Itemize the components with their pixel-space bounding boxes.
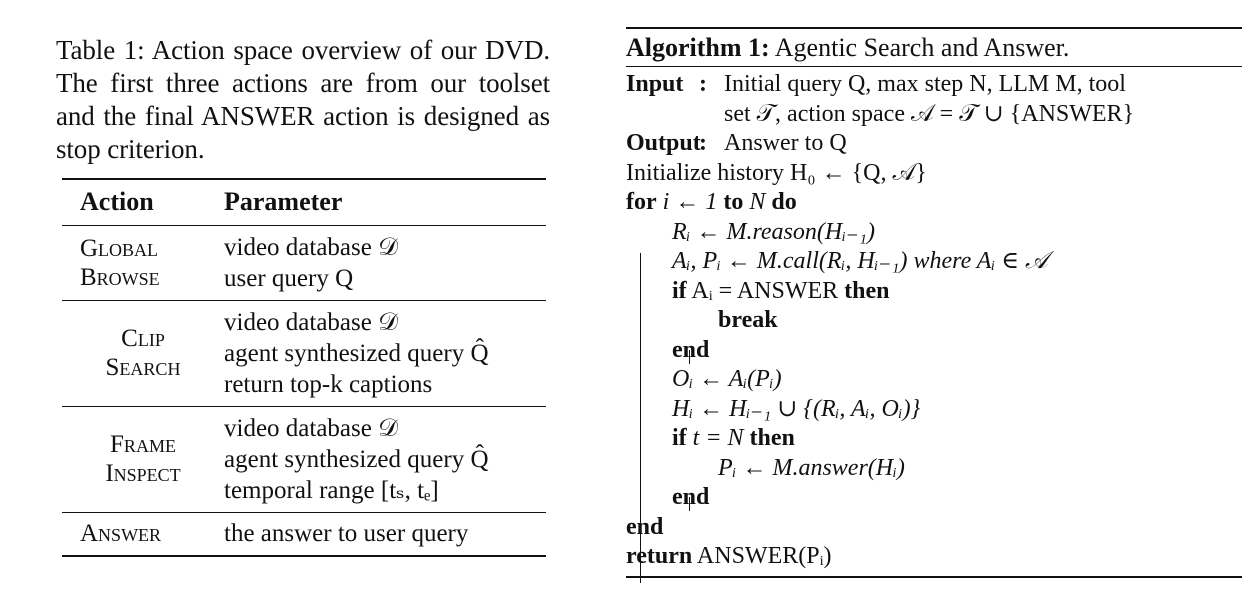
parameter-cell (206, 406, 546, 512)
algorithm-title-label: Algorithm 1: (626, 33, 770, 62)
return-line (626, 542, 1242, 572)
break-line: break (718, 307, 778, 333)
action-name-line1: Answer (80, 520, 162, 548)
input-line-2: set 𝒯, action space 𝒜 = 𝒯 ∪ {ANSWER} (724, 100, 1135, 127)
param-line: return top-k captions (224, 370, 433, 398)
param-line: agent synthesized query Q̂ (224, 445, 489, 473)
param-line: temporal range [tₛ, tₑ] (224, 476, 439, 504)
action-cell (62, 300, 206, 406)
input-text-1: Initial query Q, max step N, LLM M, tool (724, 71, 1126, 97)
action-name-line2: Search (105, 354, 181, 381)
if-answer-condition: Aᵢ = ANSWER (691, 277, 839, 304)
to-keyword: to (723, 189, 744, 215)
if-step-line (626, 424, 1242, 454)
action-cell (62, 406, 206, 512)
end-if2-line: end (672, 484, 710, 510)
return-keyword: return (626, 543, 693, 569)
if-answer-line (626, 277, 1242, 307)
answer-line: Pᵢ ← M.answer(Hᵢ) (718, 454, 905, 481)
action-name-line2: Inspect (105, 460, 181, 487)
algorithm-body (626, 67, 1242, 578)
for-keyword: for (626, 189, 657, 215)
action-name-line1: Clip (121, 325, 165, 352)
param-line: video database 𝒟 (224, 308, 399, 336)
input-line (626, 70, 1242, 100)
param-line: video database 𝒟 (224, 414, 399, 442)
do-keyword: do (771, 189, 797, 215)
observe-line: Oᵢ ← Aᵢ(Pᵢ) (672, 366, 782, 392)
action-cell (62, 225, 206, 300)
for-end: N (749, 189, 766, 215)
param-line: agent synthesized query Q̂ (224, 339, 489, 367)
algorithm-block (626, 27, 1242, 578)
reason-line: Rᵢ ← M.reason(Hᵢ₋₁) (672, 218, 876, 245)
header-action: Action (80, 187, 154, 217)
if-step-condition: t = N (692, 425, 744, 451)
header-parameter: Parameter (224, 187, 343, 217)
history-line: Hᵢ ← Hᵢ₋₁ ∪ {(Rᵢ, Aᵢ, Oᵢ)} (672, 395, 921, 422)
output-label: Output : (626, 130, 707, 156)
for-condition: i ← 1 (662, 189, 718, 215)
action-name-line2: Browse (80, 263, 160, 291)
table-caption: Table 1: Action space overview of our DVD. The first three actions are from our toolset and the final ANSWER action is designed as stop criterion. (56, 35, 550, 164)
table-row-clip-search (62, 300, 546, 406)
algorithm-title (626, 27, 1242, 67)
end-for-line: end (626, 513, 664, 540)
action-cell (62, 512, 206, 556)
param-line: video database 𝒟 (224, 233, 399, 261)
output-text: Answer to Q (724, 130, 847, 156)
output-line (626, 129, 1242, 159)
param-line: the answer to user query (224, 520, 469, 548)
action-name-line1: Global (80, 234, 159, 262)
then-keyword: then (749, 425, 795, 451)
end-if-line: end (672, 336, 710, 363)
action-name-line1: Frame (110, 431, 176, 458)
for-line (626, 188, 1242, 218)
algorithm-title-text: Agentic Search and Answer. (774, 33, 1070, 62)
parameter-cell (206, 300, 546, 406)
init-line: Initialize history H₀ ← {Q, 𝒜} (626, 159, 927, 186)
if-keyword: if (672, 425, 687, 451)
parameter-cell (206, 225, 546, 300)
table-row-global-browse (62, 225, 546, 300)
table-block (56, 34, 550, 548)
call-line: Aᵢ, Pᵢ ← M.call(Rᵢ, Hᵢ₋₁) where Aᵢ ∈ 𝒜 (672, 248, 1048, 274)
table-row-answer (62, 512, 546, 556)
if-keyword: if (672, 277, 687, 304)
action-table (62, 178, 546, 557)
input-label: Input : (626, 71, 707, 97)
param-line: user query Q (224, 264, 354, 292)
table-row-frame-inspect (62, 406, 546, 512)
parameter-cell (206, 512, 546, 556)
then-keyword: then (844, 277, 890, 304)
table-header-row (62, 179, 546, 225)
return-expression: ANSWER(Pᵢ) (696, 543, 832, 569)
